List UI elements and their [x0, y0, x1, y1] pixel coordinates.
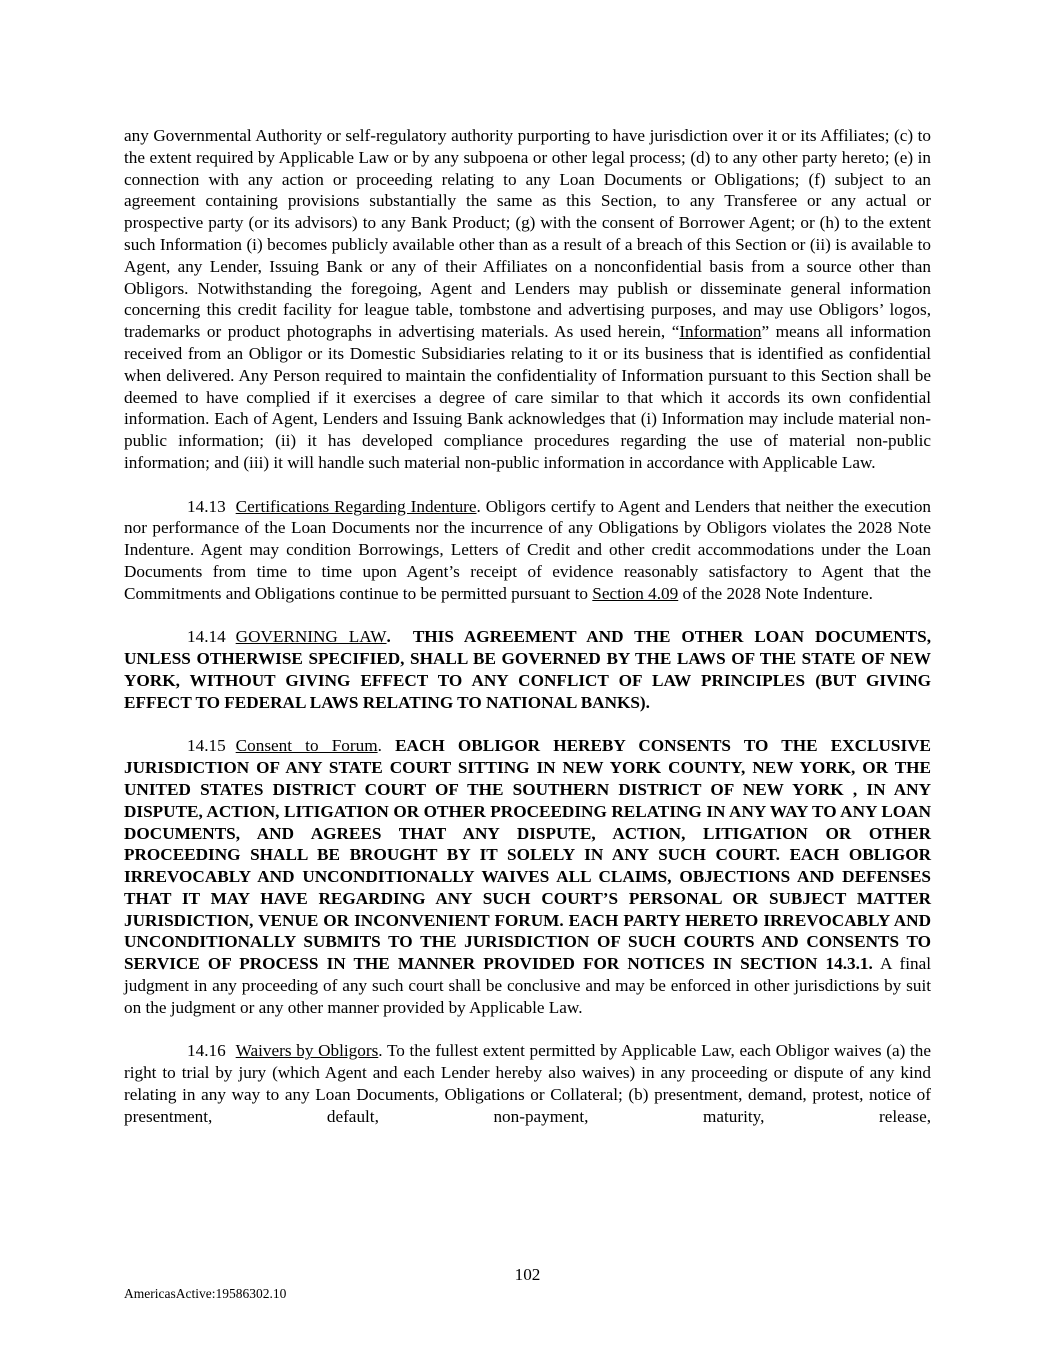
- section-14-14: [124, 626, 931, 713]
- section-text-bold: EACH OBLIGOR HEREBY CONSENTS TO THE EXCLUSIVE JURISDICTION OF ANY STATE COURT SITTING IN NEW YORK COUNTY, NEW YORK, OR THE UNITED STATES DISTRICT COURT OF THE SOUTHERN DISTRICT OF NEW YORK , IN ANY DISPUTE, ACTION, LITIGATION OR OTHER PROCEEDING RELATING IN ANY WAY TO ANY LOAN DOCUMENTS, AND AGREES THAT ANY DISPUTE, ACTION, LITIGATION OR OTHER PROCEEDING SHALL BE BROUGHT BY IT SOLELY IN ANY SUCH COURT. EACH OBLIGOR IRREVOCABLY AND UNCONDITIONALLY WAIVES ALL CLAIMS, OBJECTIONS AND DEFENSES THAT IT MAY HAVE REGARDING ANY SUCH COURT’S PERSONAL OR SUBJECT MATTER JURISDICTION, VENUE OR INCONVENIENT FORUM. EACH PARTY HERETO IRREVOCABLY AND UNCONDITIONALLY SUBMITS TO THE JURISDICTION OF SUCH COURTS AND CONSENTS TO SERVICE OF PROCESS IN THE MANNER PROVIDED FOR NOTICES IN SECTION 14.3.1.: [124, 736, 932, 974]
- document-id: AmericasActive:19586302.10: [124, 1286, 287, 1301]
- section-number: 14.13: [187, 496, 226, 516]
- section-text: . To the fullest extent permitted by Applicable Law, each Obligor waives (a) the right to trial by jury (which Agent and each Lender hereby also waives) in any proceeding or dispute of any kind relating in any way to any Loan Documents, Obligations or Collateral; (b) presentment, demand, protest, notice of presentment, default, non-payment, maturity, release,: [124, 1041, 931, 1126]
- paragraph-confidentiality-continued: [124, 125, 931, 474]
- section-text: . Obligors certify to Agent and Lenders that neither the execution nor performance of the Loan Documents nor the incurrence of any Obligations by Obligors violates the 2028 Note Indenture. Agent may condition Borrowings, Letters of Credit and other credit accommodations under the Loan Documents from time to time upon Agent’s receipt of evidence reasonably satisfactory to Agent that the Commitments and Obligations continue to be permitted pursuant to: [124, 496, 932, 603]
- section-text: A final judgment in any proceeding of any such court shall be conclusive and may be enforced in other jurisdictions by suit on the judgment or any other manner provided by Applicable Law.: [124, 954, 931, 1017]
- section-heading: GOVERNING LAW: [235, 627, 387, 647]
- section-14-16: [124, 1040, 931, 1127]
- section-heading: Waivers by Obligors: [235, 1041, 379, 1061]
- section-heading: Certifications Regarding Indenture: [235, 496, 477, 516]
- section-14-13: [124, 496, 931, 605]
- page-number: 102: [514, 1265, 541, 1284]
- section-heading: Consent to Forum: [235, 736, 378, 756]
- defined-term-information: Information: [679, 322, 762, 342]
- section-text: of the 2028 Note Indenture.: [678, 583, 873, 603]
- section-heading-separator: .: [377, 736, 382, 756]
- section-reference: Section 4.09: [592, 583, 679, 603]
- section-heading-separator: .: [386, 627, 391, 647]
- section-text: THIS AGREEMENT AND THE OTHER LOAN DOCUMENTS, UNLESS OTHERWISE SPECIFIED, SHALL BE GOVERNED BY THE LAWS OF THE STATE OF NEW YORK, WITHOUT GIVING EFFECT TO ANY CONFLICT OF LAW PRINCIPLES (BUT GIVING EFFECT TO FEDERAL LAWS RELATING TO NATIONAL BANKS).: [124, 627, 931, 712]
- section-14-15: [124, 735, 931, 1018]
- section-number: 14.16: [187, 1041, 226, 1061]
- paragraph-text: ” means all information received from an Obligor or its Domestic Subsidiaries relating to it or its business that is identified as confidential when delivered. Any Person required to maintain the confidentiality of Information pursuant to this Section shall be deemed to have complied if it exercises a degree of care similar to that which it accords its own confidential information. Each of Agent, Lenders and Issuing Bank acknowledges that (i) Information may include material non-public information; (ii) it has developed compliance procedures regarding the use of material non-public information; and (iii) it will handle such material non-public information in accordance with Applicable Law.: [124, 322, 931, 472]
- paragraph-text: any Governmental Authority or self-regulatory authority purporting to have jurisdiction over it or its Affiliates; (c) to the extent required by Applicable Law or by any subpoena or other legal process; (d) to any other party hereto; (e) in connection with any action or proceeding relating to any Loan Documents or Obligations; (f) subject to an agreement containing provisions substantially the same as this Section, to any Transferee or any actual or prospective party (or its advisors) to any Bank Product; (g) with the consent of Borrower Agent; or (h) to the extent such Information (i) becomes publicly available other than as a result of a breach of this Section or (ii) is available to Agent, any Lender, Issuing Bank or any of their Affiliates on a nonconfidential basis from a source other than Obligors. Notwithstanding the foregoing, Agent and Lenders may publish or disseminate general information concerning this credit facility for league table, tombstone and advertising purposes, and may use Obligors’ logos, trademarks or product photographs in advertising materials. As used herein, “: [124, 126, 931, 342]
- section-number: 14.14: [187, 627, 226, 647]
- section-number: 14.15: [187, 736, 226, 756]
- document-body: [124, 125, 931, 1149]
